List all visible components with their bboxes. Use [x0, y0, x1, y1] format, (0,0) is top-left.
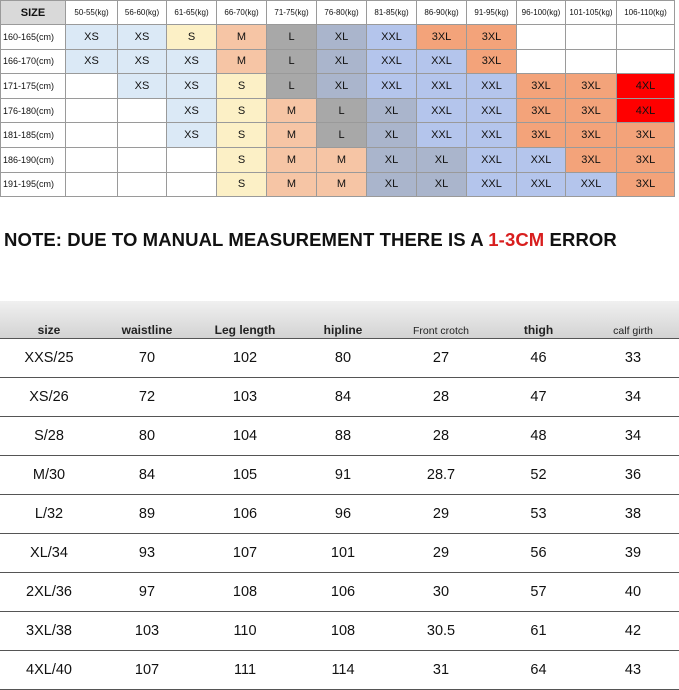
size-cell: S: [217, 123, 267, 148]
column-header-thigh: thigh: [490, 301, 587, 339]
size-cell: S: [217, 147, 267, 172]
size-cell: 3XL: [517, 74, 566, 99]
table-cell: XL/34: [0, 534, 98, 573]
measurement-table: [0, 301, 679, 690]
table-row: [0, 534, 679, 573]
size-cell: 3XL: [467, 25, 517, 50]
table-cell: 56: [490, 534, 587, 573]
measurement-header-row: [0, 301, 679, 339]
size-chart-body: [1, 25, 675, 197]
table-cell: 53: [490, 495, 587, 534]
column-header-calf-girth: calf girth: [587, 301, 679, 339]
size-cell: XL: [417, 147, 467, 172]
size-cell: XXL: [417, 123, 467, 148]
table-cell: 30.5: [392, 612, 490, 651]
table-cell: 72: [98, 378, 196, 417]
size-cell: XL: [367, 98, 417, 123]
table-cell: 111: [196, 651, 294, 690]
size-cell: XXL: [467, 74, 517, 99]
table-cell: 104: [196, 417, 294, 456]
size-cell: 4XL: [617, 74, 675, 99]
size-cell: [66, 123, 118, 148]
weight-column-header: 81-85(kg): [367, 1, 417, 25]
table-cell: 33: [587, 339, 679, 378]
size-cell: M: [217, 25, 267, 50]
size-cell: [118, 172, 167, 197]
column-header-leg-length: Leg length: [196, 301, 294, 339]
column-header-waistline: waistline: [98, 301, 196, 339]
size-cell: XL: [317, 25, 367, 50]
size-cell: [566, 25, 617, 50]
table-row: [0, 339, 679, 378]
size-cell: [66, 147, 118, 172]
weight-column-header: 86-90(kg): [417, 1, 467, 25]
size-cell: XS: [167, 123, 217, 148]
size-cell: M: [267, 147, 317, 172]
size-cell: 3XL: [566, 98, 617, 123]
table-cell: 3XL/38: [0, 612, 98, 651]
size-cell: XL: [317, 49, 367, 74]
table-row: [0, 495, 679, 534]
column-header-hipline: hipline: [294, 301, 392, 339]
size-chart: [0, 0, 675, 197]
table-row: [0, 573, 679, 612]
size-cell: XXL: [367, 49, 417, 74]
size-cell: XXL: [467, 172, 517, 197]
table-cell: 84: [294, 378, 392, 417]
size-chart-row: [1, 123, 675, 148]
measurement-error-note: [4, 229, 679, 251]
table-cell: 48: [490, 417, 587, 456]
size-cell: XS: [167, 98, 217, 123]
size-cell: 3XL: [566, 74, 617, 99]
height-row-label: 191-195(cm): [1, 172, 66, 197]
table-cell: S/28: [0, 417, 98, 456]
size-cell: M: [267, 98, 317, 123]
table-cell: 43: [587, 651, 679, 690]
table-cell: 102: [196, 339, 294, 378]
table-cell: 27: [392, 339, 490, 378]
size-cell: L: [267, 74, 317, 99]
table-cell: 97: [98, 573, 196, 612]
height-row-label: 186-190(cm): [1, 147, 66, 172]
table-cell: 91: [294, 456, 392, 495]
weight-column-header: 91-95(kg): [467, 1, 517, 25]
size-cell: L: [267, 25, 317, 50]
size-cell: [566, 49, 617, 74]
size-cell: [167, 172, 217, 197]
table-row: [0, 417, 679, 456]
size-cell: XL: [367, 172, 417, 197]
size-cell: XS: [118, 25, 167, 50]
table-cell: 42: [587, 612, 679, 651]
size-cell: XS: [118, 49, 167, 74]
table-cell: 2XL/36: [0, 573, 98, 612]
size-cell: 3XL: [517, 123, 566, 148]
weight-column-header: 96-100(kg): [517, 1, 566, 25]
size-cell: XXL: [367, 25, 417, 50]
table-cell: 80: [294, 339, 392, 378]
table-cell: 70: [98, 339, 196, 378]
table-row: [0, 651, 679, 690]
note-text: NOTE: DUE TO MANUAL MEASUREMENT THERE IS A: [4, 229, 489, 250]
size-chart-row: [1, 74, 675, 99]
size-cell: XL: [317, 74, 367, 99]
table-cell: 103: [196, 378, 294, 417]
size-cell: 3XL: [417, 25, 467, 50]
table-cell: 29: [392, 534, 490, 573]
size-cell: XL: [367, 147, 417, 172]
weight-column-header: 76-80(kg): [317, 1, 367, 25]
height-row-label: 166-170(cm): [1, 49, 66, 74]
size-cell: S: [167, 25, 217, 50]
size-cell: 3XL: [617, 147, 675, 172]
height-row-label: 181-185(cm): [1, 123, 66, 148]
table-cell: 96: [294, 495, 392, 534]
table-cell: 29: [392, 495, 490, 534]
size-chart-row: [1, 147, 675, 172]
size-chart-header-row: [1, 1, 675, 25]
table-cell: 110: [196, 612, 294, 651]
table-cell: 4XL/40: [0, 651, 98, 690]
table-row: [0, 456, 679, 495]
table-cell: 47: [490, 378, 587, 417]
size-cell: [517, 49, 566, 74]
table-cell: 30: [392, 573, 490, 612]
size-cell: XL: [367, 123, 417, 148]
size-cell: M: [317, 172, 367, 197]
size-cell: XXL: [417, 98, 467, 123]
table-cell: 107: [98, 651, 196, 690]
table-cell: 61: [490, 612, 587, 651]
table-cell: 88: [294, 417, 392, 456]
size-cell: L: [317, 123, 367, 148]
table-cell: XS/26: [0, 378, 98, 417]
table-cell: 89: [98, 495, 196, 534]
table-cell: 28.7: [392, 456, 490, 495]
size-cell: XXL: [467, 98, 517, 123]
column-header-front-crotch: Front crotch: [392, 301, 490, 339]
weight-column-header: 50-55(kg): [66, 1, 118, 25]
size-cell: S: [217, 98, 267, 123]
table-cell: 108: [294, 612, 392, 651]
height-row-label: 176-180(cm): [1, 98, 66, 123]
measurement-table-body: [0, 339, 679, 690]
size-cell: [617, 49, 675, 74]
weight-column-header: 71-75(kg): [267, 1, 317, 25]
size-cell: [617, 25, 675, 50]
table-row: [0, 612, 679, 651]
size-cell: XS: [167, 49, 217, 74]
size-cell: M: [267, 123, 317, 148]
table-cell: M/30: [0, 456, 98, 495]
table-cell: XXS/25: [0, 339, 98, 378]
table-cell: 46: [490, 339, 587, 378]
size-cell: M: [267, 172, 317, 197]
table-cell: 93: [98, 534, 196, 573]
table-cell: 28: [392, 417, 490, 456]
size-cell: 3XL: [467, 49, 517, 74]
size-cell: XS: [118, 74, 167, 99]
size-cell: XS: [167, 74, 217, 99]
size-cell: [66, 172, 118, 197]
size-cell: L: [267, 49, 317, 74]
size-chart-row: [1, 172, 675, 197]
table-cell: 107: [196, 534, 294, 573]
size-chart-corner-label: SIZE: [1, 1, 66, 25]
table-cell: 36: [587, 456, 679, 495]
note-text-end: ERROR: [544, 229, 617, 250]
height-row-label: 171-175(cm): [1, 74, 66, 99]
size-cell: [167, 147, 217, 172]
size-cell: XXL: [517, 147, 566, 172]
size-cell: 4XL: [617, 98, 675, 123]
table-cell: 34: [587, 378, 679, 417]
size-cell: XS: [66, 49, 118, 74]
size-cell: [66, 98, 118, 123]
table-cell: 114: [294, 651, 392, 690]
size-cell: 3XL: [566, 147, 617, 172]
size-cell: M: [217, 49, 267, 74]
size-cell: XL: [417, 172, 467, 197]
height-row-label: 160-165(cm): [1, 25, 66, 50]
weight-column-header: 106-110(kg): [617, 1, 675, 25]
table-cell: 57: [490, 573, 587, 612]
weight-column-header: 56-60(kg): [118, 1, 167, 25]
size-cell: XXL: [417, 74, 467, 99]
table-cell: 80: [98, 417, 196, 456]
table-cell: 108: [196, 573, 294, 612]
size-cell: XXL: [566, 172, 617, 197]
size-cell: S: [217, 172, 267, 197]
size-chart-row: [1, 25, 675, 50]
column-header-size: size: [0, 301, 98, 339]
size-cell: [118, 123, 167, 148]
size-cell: 3XL: [617, 172, 675, 197]
size-cell: M: [317, 147, 367, 172]
size-cell: [118, 147, 167, 172]
weight-column-header: 66-70(kg): [217, 1, 267, 25]
size-cell: [517, 25, 566, 50]
table-cell: 52: [490, 456, 587, 495]
weight-column-header: 61-65(kg): [167, 1, 217, 25]
table-cell: 84: [98, 456, 196, 495]
table-cell: L/32: [0, 495, 98, 534]
table-cell: 31: [392, 651, 490, 690]
note-error-range: 1-3CM: [488, 229, 545, 250]
table-cell: 34: [587, 417, 679, 456]
size-cell: XS: [66, 25, 118, 50]
size-chart-row: [1, 98, 675, 123]
table-cell: 106: [294, 573, 392, 612]
size-cell: XXL: [417, 49, 467, 74]
table-cell: 28: [392, 378, 490, 417]
table-cell: 38: [587, 495, 679, 534]
size-cell: 3XL: [617, 123, 675, 148]
table-cell: 106: [196, 495, 294, 534]
size-cell: XXL: [467, 123, 517, 148]
size-cell: [118, 98, 167, 123]
table-cell: 105: [196, 456, 294, 495]
size-cell: 3XL: [566, 123, 617, 148]
table-cell: 103: [98, 612, 196, 651]
size-cell: [66, 74, 118, 99]
size-cell: S: [217, 74, 267, 99]
size-cell: 3XL: [517, 98, 566, 123]
size-cell: XXL: [517, 172, 566, 197]
table-cell: 40: [587, 573, 679, 612]
table-cell: 64: [490, 651, 587, 690]
size-cell: XXL: [467, 147, 517, 172]
size-cell: XXL: [367, 74, 417, 99]
size-cell: L: [317, 98, 367, 123]
weight-column-header: 101-105(kg): [566, 1, 617, 25]
table-cell: 39: [587, 534, 679, 573]
table-cell: 101: [294, 534, 392, 573]
size-chart-row: [1, 49, 675, 74]
table-row: [0, 378, 679, 417]
